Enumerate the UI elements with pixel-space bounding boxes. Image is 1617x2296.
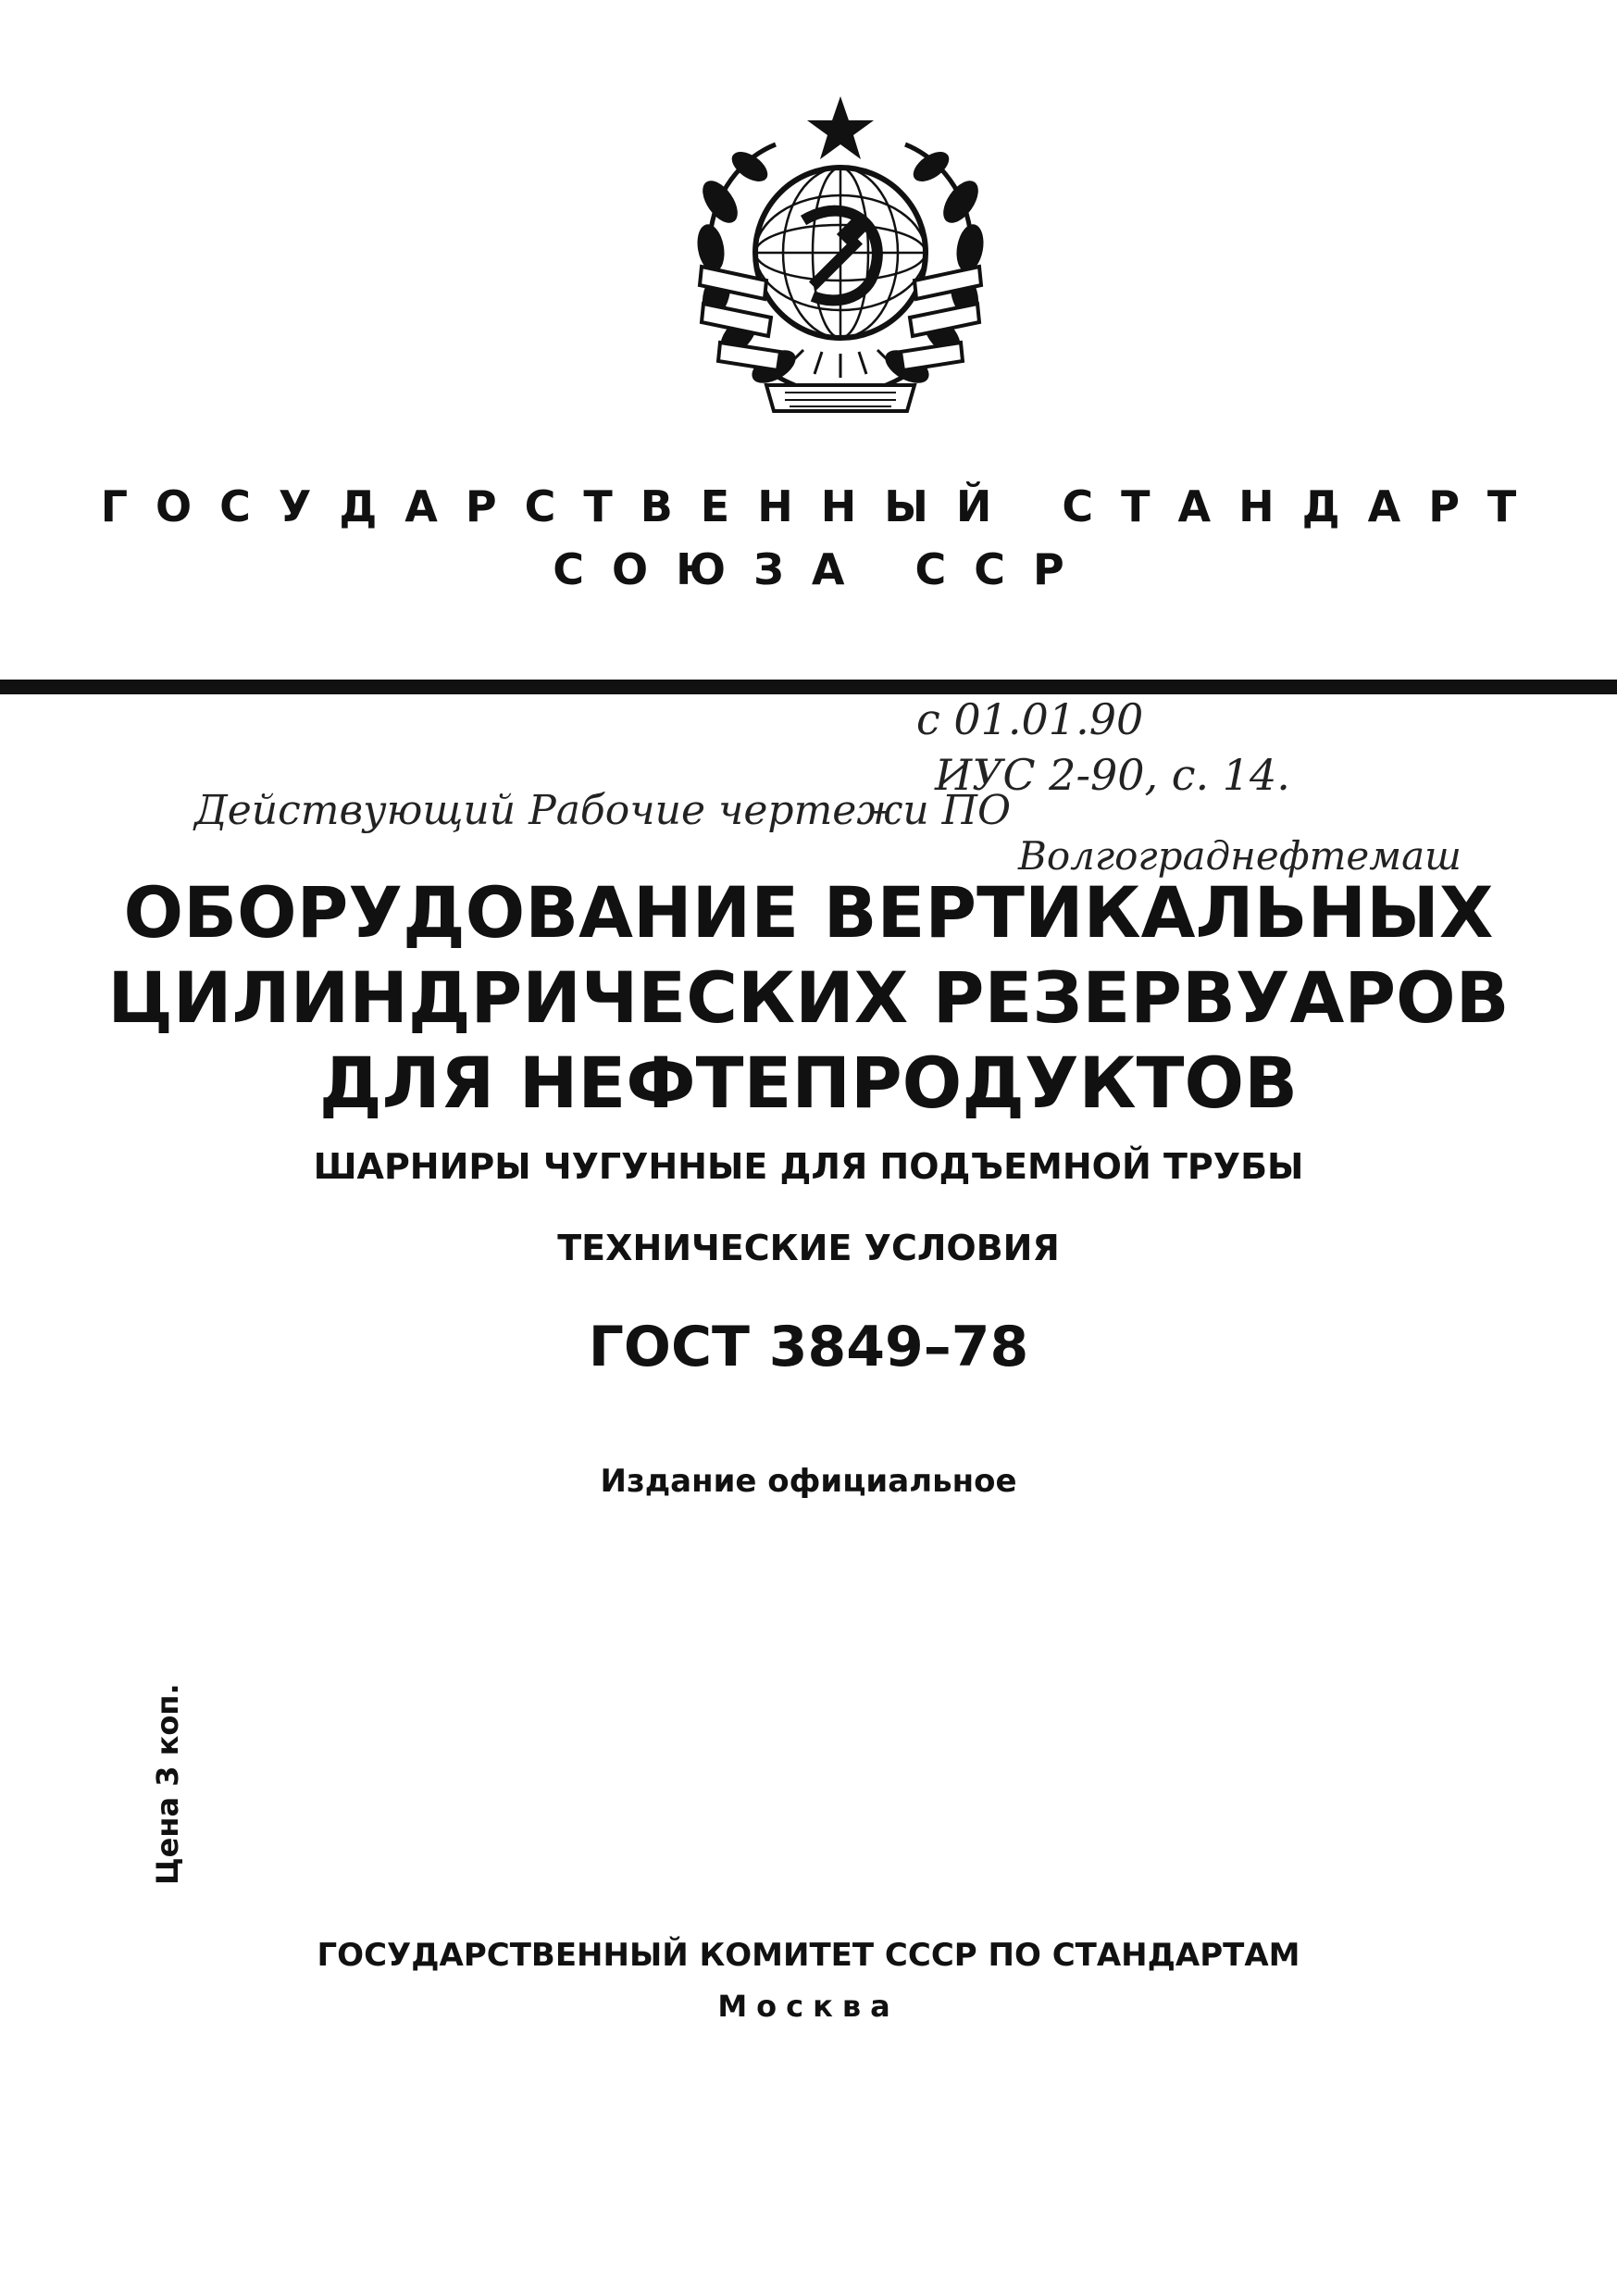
handwritten-note-org: Волгограднефтемаш (1018, 833, 1462, 879)
header-line-1: ГОСУДАРСТВЕННЫЙ СТАНДАРТ (100, 481, 1545, 531)
standard-number: ГОСТ 3849–78 (588, 1315, 1029, 1379)
star-icon (807, 96, 874, 159)
handwritten-note-date: с 01.01.90 (916, 694, 1144, 744)
document-type: ТЕХНИЧЕСКИЕ УСЛОВИЯ (557, 1228, 1060, 1268)
handwritten-note-status: Действующий Рабочие чертежи ПО (194, 787, 1012, 834)
subtitle: ШАРНИРЫ ЧУГУННЫЕ ДЛЯ ПОДЪЕМНОЙ ТРУБЫ (313, 1146, 1304, 1187)
title-line-2: ЦИЛИНДРИЧЕСКИХ РЕЗЕРВУАРОВ (107, 956, 1510, 1039)
title-line-3: ДЛЯ НЕФТЕПРОДУКТОВ (318, 1042, 1299, 1124)
handwritten-note-ius: ИУС 2-90, с. 14. (935, 750, 1290, 800)
title-line-1: ОБОРУДОВАНИЕ ВЕРТИКАЛЬНЫХ (123, 871, 1494, 954)
price-label: Цена 3 коп. (150, 1683, 185, 1885)
header-line-2: СОЮЗА ССР (553, 544, 1092, 594)
horizontal-rule (0, 680, 1617, 694)
publisher-city: Москва (717, 1989, 900, 2024)
ussr-coat-of-arms-icon (665, 91, 1016, 443)
edition-label: Издание официальное (600, 1463, 1017, 1500)
publisher: ГОСУДАРСТВЕННЫЙ КОМИТЕТ СССР ПО СТАНДАРТАМ (317, 1937, 1300, 1974)
